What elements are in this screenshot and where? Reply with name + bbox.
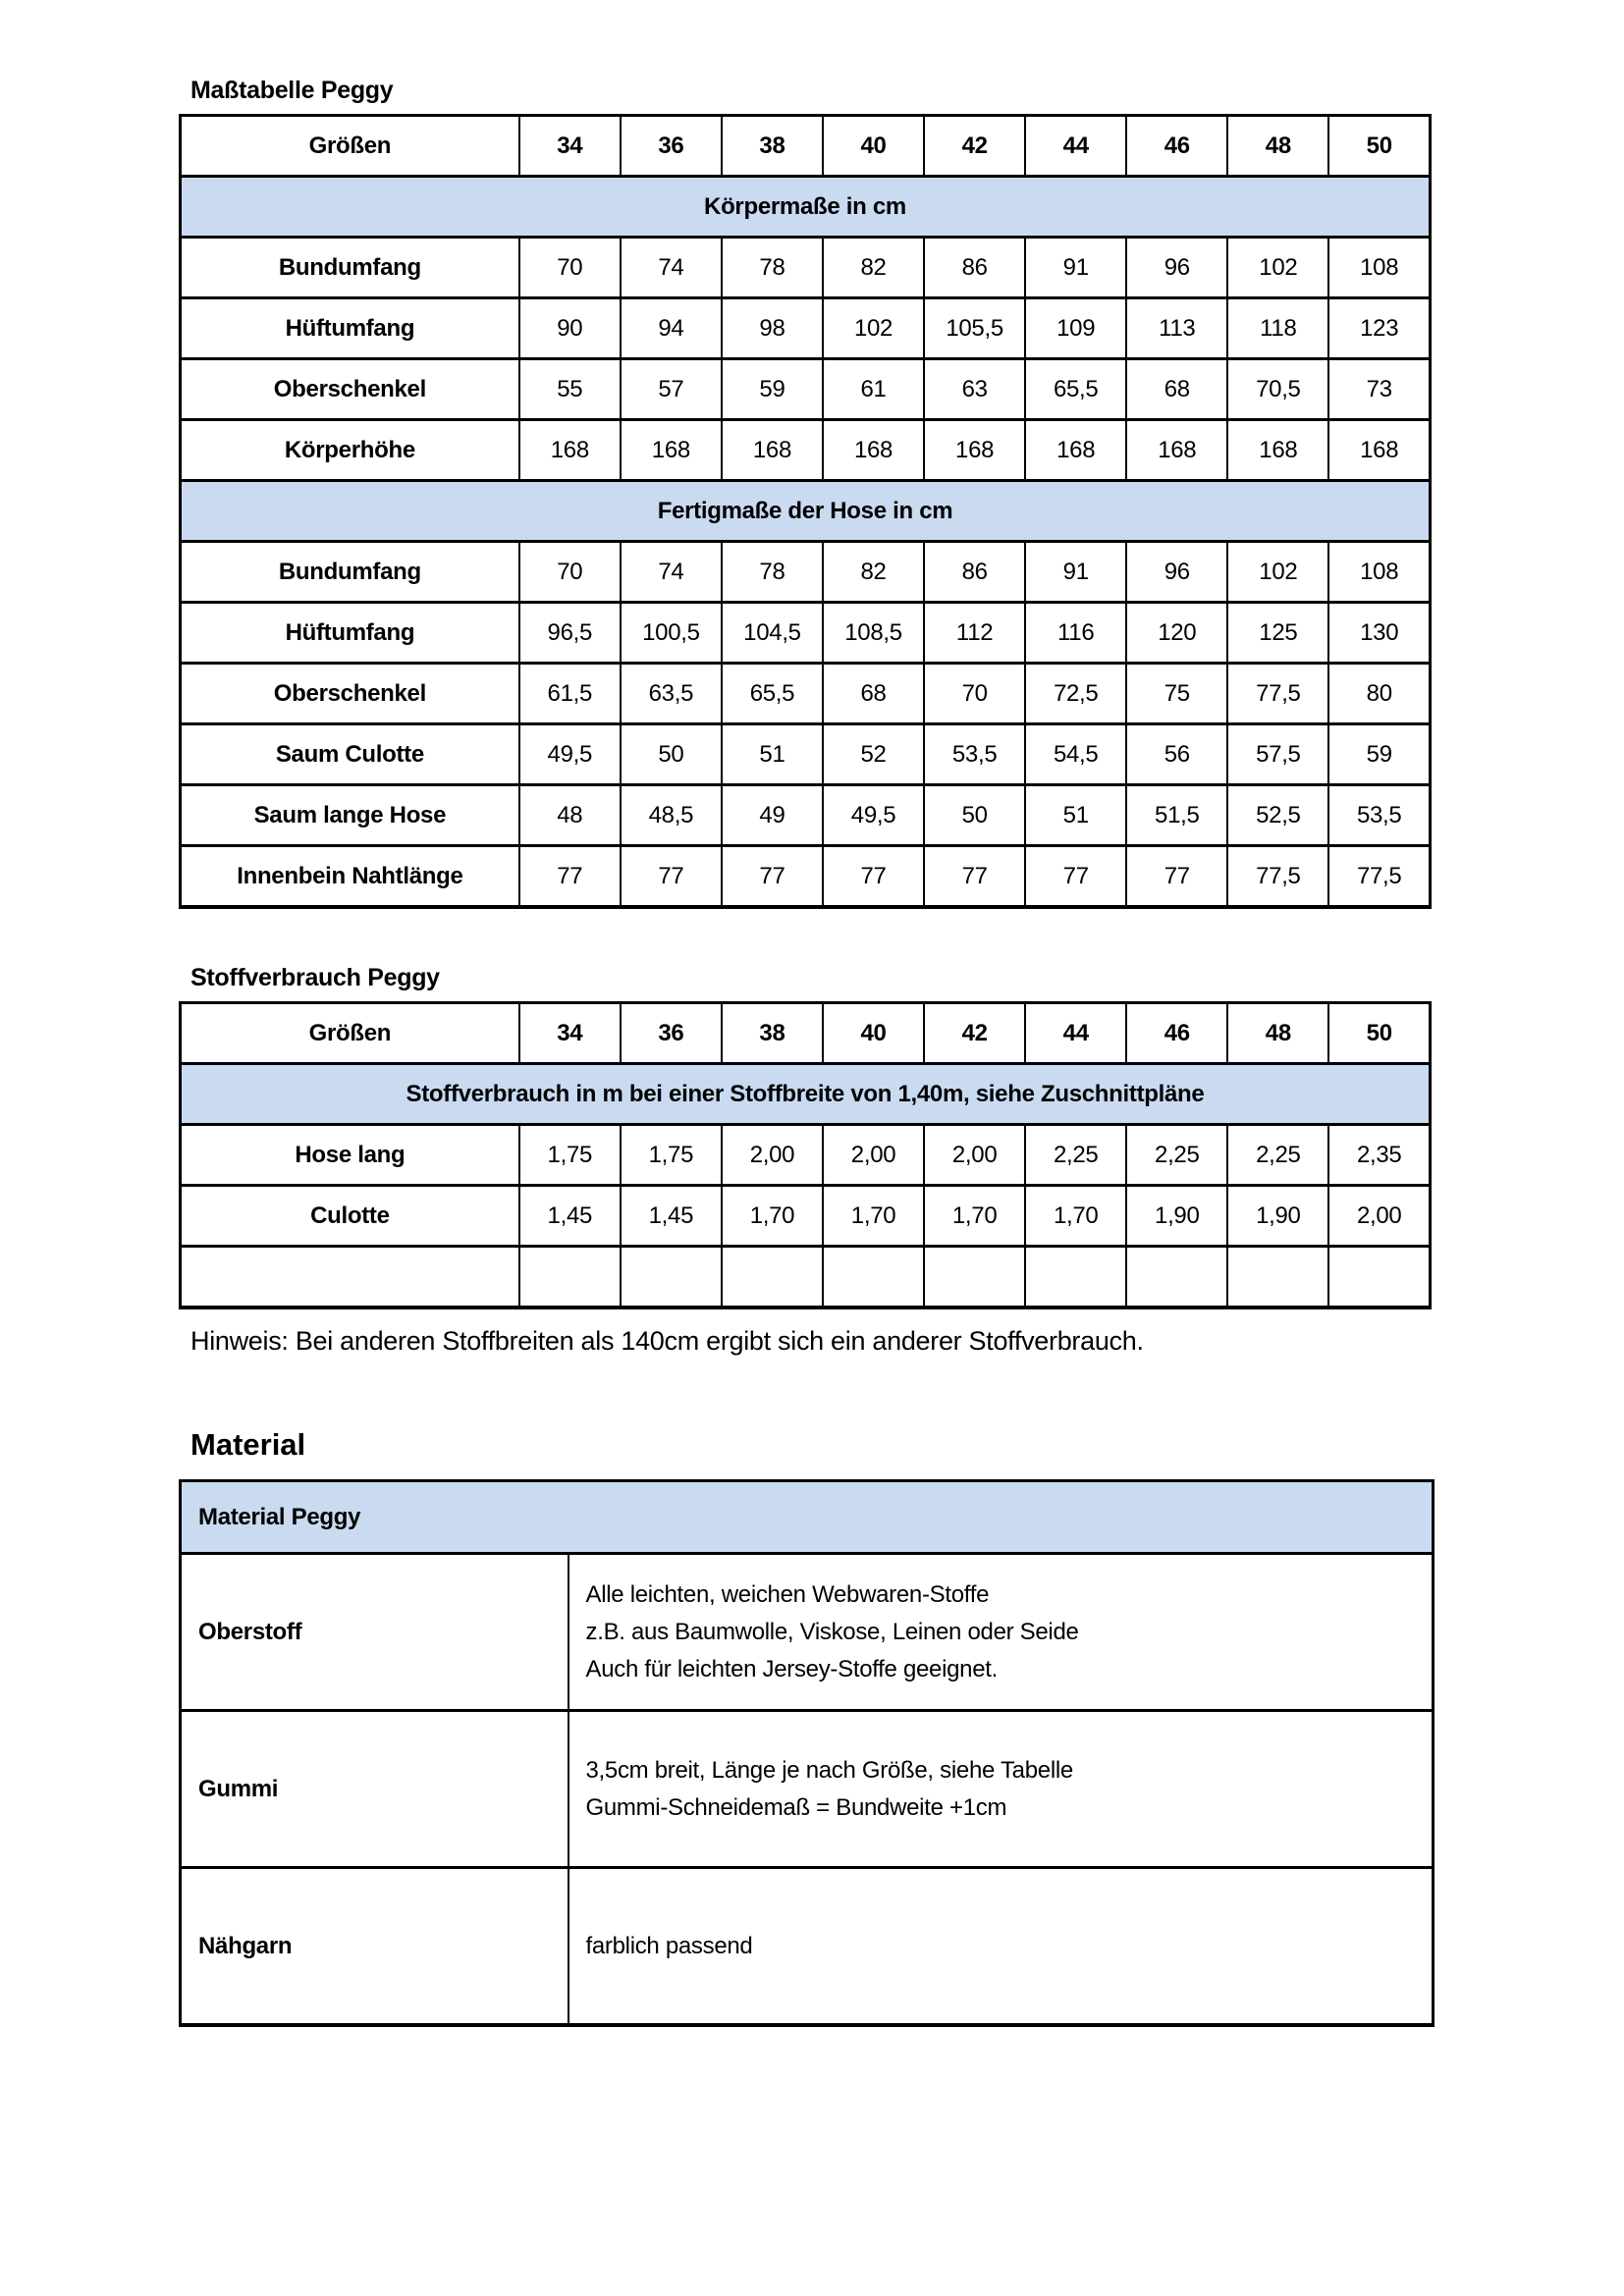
fabric-value: 2,00 [1328,1186,1430,1247]
measure-value: 116 [1025,603,1126,664]
fabric-value: 1,75 [621,1125,722,1186]
measure-value: 90 [519,298,621,359]
table-row [181,1711,1434,1868]
material-row-label: Oberstoff [181,1554,568,1711]
table-row [181,664,1431,724]
size-column-header: 44 [1025,1003,1126,1064]
measure-value: 63,5 [621,664,722,724]
measure-value: 168 [1025,420,1126,481]
measure-value: 125 [1227,603,1328,664]
measure-value: 70 [519,542,621,603]
size-column-header: 48 [1227,116,1328,177]
measure-value: 102 [1227,542,1328,603]
row-label: Saum Culotte [181,724,519,785]
measure-value: 104,5 [722,603,823,664]
measure-value: 51 [722,724,823,785]
measure-value: 113 [1126,298,1227,359]
table-row [181,1125,1431,1186]
row-label: Hüftumfang [181,603,519,664]
measure-value: 102 [823,298,924,359]
size-column-header: 38 [722,116,823,177]
measure-value: 168 [621,420,722,481]
table-row [181,238,1431,298]
measure-value: 55 [519,359,621,420]
material-row-label: Nähgarn [181,1868,568,2026]
material-text-line: Alle leichten, weichen Webwaren-Stoffe [585,1580,990,1608]
measure-value: 168 [1328,420,1430,481]
table-row [181,542,1431,603]
size-column-header: 38 [722,1003,823,1064]
measure-value: 72,5 [1025,664,1126,724]
measure-value: 59 [722,359,823,420]
measure-value: 109 [1025,298,1126,359]
measure-value: 53,5 [924,724,1025,785]
table-row [181,603,1431,664]
measure-value: 102 [1227,238,1328,298]
measure-value: 63 [924,359,1025,420]
measure-value: 65,5 [722,664,823,724]
fabric-value [722,1247,823,1308]
measure-value: 65,5 [1025,359,1126,420]
measure-value: 108 [1328,238,1430,298]
measure-value: 82 [823,238,924,298]
measure-value: 168 [722,420,823,481]
fabric-value [823,1247,924,1308]
measure-value: 108,5 [823,603,924,664]
fabric-value [1328,1247,1430,1308]
table-row [181,420,1431,481]
measure-value: 77 [924,846,1025,908]
fabric-value: 2,25 [1126,1125,1227,1186]
table-row [181,1186,1431,1247]
document-page [179,0,1432,2027]
measure-value: 130 [1328,603,1430,664]
fabric-value: 1,75 [519,1125,621,1186]
row-label: Oberschenkel [181,359,519,420]
measure-value: 77 [722,846,823,908]
measure-value: 168 [823,420,924,481]
measure-value: 77 [1025,846,1126,908]
table-row [181,1868,1434,2026]
row-label: Saum lange Hose [181,785,519,846]
measure-value: 74 [621,542,722,603]
fabric-value: 2,35 [1328,1125,1430,1186]
size-column-header: 36 [621,116,722,177]
material-text-line: farblich passend [585,1932,753,1959]
measure-value: 68 [823,664,924,724]
size-column-header: 34 [519,116,621,177]
fabric-table [179,1001,1432,1309]
fabric-value: 2,00 [823,1125,924,1186]
measure-value: 61 [823,359,924,420]
material-row-text [568,1711,1434,1868]
fabric-value: 1,70 [1025,1186,1126,1247]
measure-value: 77,5 [1227,664,1328,724]
measure-value: 86 [924,238,1025,298]
table-row [181,359,1431,420]
measure-value: 77,5 [1227,846,1328,908]
measure-value: 52 [823,724,924,785]
measure-value: 96,5 [519,603,621,664]
measure-value: 100,5 [621,603,722,664]
fabric-value: 2,25 [1227,1125,1328,1186]
measure-value: 86 [924,542,1025,603]
measure-value: 48 [519,785,621,846]
measure-value: 94 [621,298,722,359]
row-label: Körperhöhe [181,420,519,481]
measure-value: 50 [924,785,1025,846]
fabric-table-header-row [181,1003,1431,1064]
fabric-value [621,1247,722,1308]
measure-value: 112 [924,603,1025,664]
table-row [181,1554,1434,1711]
size-column-header: 42 [924,116,1025,177]
measure-value: 70 [924,664,1025,724]
measure-value: 168 [1227,420,1328,481]
fabric-value: 1,70 [924,1186,1025,1247]
material-row-text [568,1868,1434,2026]
fabric-value: 2,00 [722,1125,823,1186]
material-text-line: 3,5cm breit, Länge je nach Größe, siehe Tabelle [585,1756,1073,1784]
material-heading: Material [190,1427,306,1462]
size-column-header: 40 [823,116,924,177]
measure-value: 77,5 [1328,846,1430,908]
table-row-empty [181,1247,1431,1308]
measure-value: 57 [621,359,722,420]
measure-value: 77 [519,846,621,908]
measure-value: 78 [722,238,823,298]
measure-value: 98 [722,298,823,359]
measure-value: 105,5 [924,298,1025,359]
table-row [181,785,1431,846]
measure-value: 70 [519,238,621,298]
size-column-header: 44 [1025,116,1126,177]
fabric-value: 2,25 [1025,1125,1126,1186]
measure-value: 108 [1328,542,1430,603]
measure-value: 77 [823,846,924,908]
measure-value: 168 [519,420,621,481]
fabric-value [1126,1247,1227,1308]
fabric-value [1025,1247,1126,1308]
material-text-line: Gummi-Schneidemaß = Bundweite +1cm [585,1793,1007,1821]
measure-value: 123 [1328,298,1430,359]
material-text-line: Auch für leichten Jersey-Stoffe geeignet. [585,1655,999,1682]
measure-value: 168 [1126,420,1227,481]
measure-value: 96 [1126,542,1227,603]
measure-value: 49,5 [823,785,924,846]
finished-measures-banner: Fertigmaße der Hose in cm [181,481,1431,542]
body-measures-banner: Körpermaße in cm [181,177,1431,238]
measure-value: 49 [722,785,823,846]
measure-value: 59 [1328,724,1430,785]
measure-value: 118 [1227,298,1328,359]
measure-value: 77 [1126,846,1227,908]
size-column-header: 46 [1126,1003,1227,1064]
measure-value: 50 [621,724,722,785]
measure-value: 73 [1328,359,1430,420]
measure-value: 74 [621,238,722,298]
fabric-usage-banner-row [181,1064,1431,1125]
measure-value: 78 [722,542,823,603]
measure-value: 53,5 [1328,785,1430,846]
measure-value: 91 [1025,542,1126,603]
measure-value: 80 [1328,664,1430,724]
body-measures-banner-row [181,177,1431,238]
fabric-value: 1,45 [621,1186,722,1247]
measure-value: 70,5 [1227,359,1328,420]
measure-value: 120 [1126,603,1227,664]
material-table [179,1479,1435,2027]
row-label [181,1247,519,1308]
row-label: Culotte [181,1186,519,1247]
sizes-header-label: Größen [181,116,519,177]
fabric-value: 1,70 [823,1186,924,1247]
size-column-header: 42 [924,1003,1025,1064]
measure-value: 61,5 [519,664,621,724]
row-label: Oberschenkel [181,664,519,724]
table-row [181,724,1431,785]
material-row-label: Gummi [181,1711,568,1868]
size-column-header: 50 [1328,1003,1430,1064]
measure-value: 96 [1126,238,1227,298]
material-text-line: z.B. aus Baumwolle, Viskose, Leinen oder Seide [585,1618,1079,1645]
mass-table-title: Maßtabelle Peggy [190,77,394,104]
fabric-value [924,1247,1025,1308]
table-row [181,846,1431,908]
measure-value: 82 [823,542,924,603]
row-label: Bundumfang [181,238,519,298]
measure-value: 49,5 [519,724,621,785]
size-column-header: 48 [1227,1003,1328,1064]
finished-measures-banner-row [181,481,1431,542]
material-table-header-row [181,1481,1434,1554]
fabric-value: 1,45 [519,1186,621,1247]
fabric-value: 2,00 [924,1125,1025,1186]
mass-table-header-row [181,116,1431,177]
measure-value: 48,5 [621,785,722,846]
fabric-value [519,1247,621,1308]
sizes-header-label: Größen [181,1003,519,1064]
fabric-value: 1,90 [1227,1186,1328,1247]
fabric-value: 1,70 [722,1186,823,1247]
measure-value: 91 [1025,238,1126,298]
measure-value: 57,5 [1227,724,1328,785]
fabric-table-title: Stoffverbrauch Peggy [190,964,440,991]
fabric-width-note: Hinweis: Bei anderen Stoffbreiten als 140cm ergibt sich ein anderer Stoffverbrauch. [190,1326,1144,1356]
measure-value: 54,5 [1025,724,1126,785]
measure-value: 68 [1126,359,1227,420]
size-column-header: 50 [1328,116,1430,177]
row-label: Innenbein Nahtlänge [181,846,519,908]
fabric-value: 1,90 [1126,1186,1227,1247]
measure-value: 51 [1025,785,1126,846]
material-row-text [568,1554,1434,1711]
row-label: Hüftumfang [181,298,519,359]
fabric-value [1227,1247,1328,1308]
measure-value: 75 [1126,664,1227,724]
measure-value: 168 [924,420,1025,481]
row-label: Hose lang [181,1125,519,1186]
material-table-title: Material Peggy [181,1481,1434,1554]
size-column-header: 36 [621,1003,722,1064]
size-column-header: 46 [1126,116,1227,177]
measure-value: 56 [1126,724,1227,785]
measure-value: 52,5 [1227,785,1328,846]
measure-value: 77 [621,846,722,908]
fabric-usage-banner: Stoffverbrauch in m bei einer Stoffbreite von 1,40m, siehe Zuschnittpläne [181,1064,1431,1125]
table-row [181,298,1431,359]
mass-table [179,114,1432,909]
measure-value: 51,5 [1126,785,1227,846]
row-label: Bundumfang [181,542,519,603]
size-column-header: 40 [823,1003,924,1064]
size-column-header: 34 [519,1003,621,1064]
